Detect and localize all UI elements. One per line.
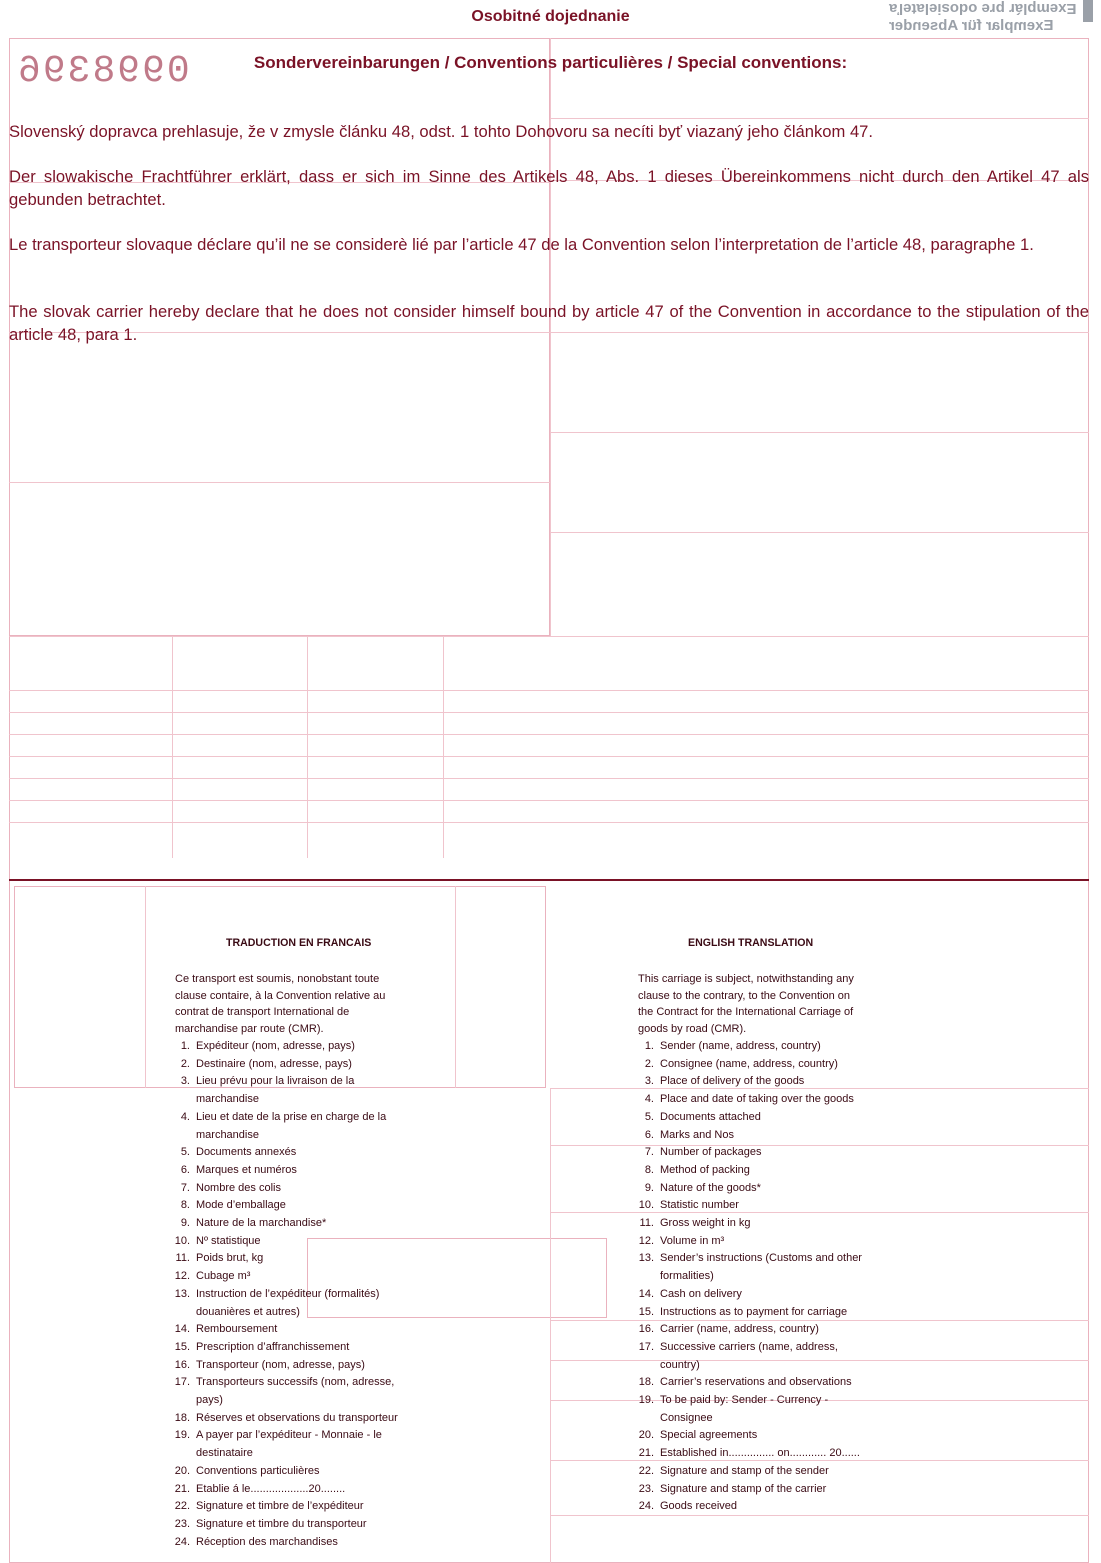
list-item xyxy=(632,1250,877,1285)
list-item-number: 16. xyxy=(638,1323,654,1336)
list-item xyxy=(168,1056,416,1074)
form-col xyxy=(307,636,308,858)
list-item xyxy=(632,1304,877,1322)
list-item-text: Nature de la marchandise* xyxy=(196,1217,327,1230)
list-item-text: Nº statistique xyxy=(196,1234,261,1247)
list-item xyxy=(632,1038,877,1056)
list-item-number: 16. xyxy=(174,1358,190,1371)
form-line xyxy=(550,118,1089,119)
list-item-number: 4. xyxy=(180,1110,190,1123)
list-item-number: 1. xyxy=(180,1040,190,1052)
list-item xyxy=(632,1445,877,1463)
page-title: Osobitné dojednanie xyxy=(471,8,630,25)
list-item-text: Special agreements xyxy=(660,1429,758,1442)
special-conventions-title: Sondervereinbarungen / Conventions particulières / Special conventions: xyxy=(253,53,848,72)
list-item-number: 22. xyxy=(638,1464,654,1477)
list-item xyxy=(168,1162,416,1180)
list-item xyxy=(632,1073,877,1091)
list-item xyxy=(168,1109,416,1144)
list-item-text: Remboursement xyxy=(196,1323,278,1336)
list-item-text: Method of packing xyxy=(660,1163,750,1176)
list-item-number: 14. xyxy=(174,1323,190,1336)
list-item-text: Marks and Nos xyxy=(660,1128,734,1141)
list-item xyxy=(632,1056,877,1074)
declaration-slovak: Slovenský dopravca prehlasuje, že v zmysle článku 48, odst. 1 tohto Dohovoru sa necíti byť viazaný jeho článkom 47. xyxy=(9,122,874,141)
list-item xyxy=(168,1410,416,1428)
list-item-number: 3. xyxy=(644,1075,654,1088)
list-item-text: A payer par l’expéditeur - Monnaie - le destinataire xyxy=(196,1429,382,1460)
list-item xyxy=(632,1321,877,1339)
list-item-number: 18. xyxy=(174,1411,190,1424)
list-item xyxy=(632,1374,877,1392)
list-item-number: 8. xyxy=(644,1163,654,1176)
list-item xyxy=(168,1268,416,1286)
declaration-english: The slovak carrier hereby declare that he does not consider himself bound by article 47 of the Convention in accordance to the stipulation of the article 48, para 1. xyxy=(9,302,1089,344)
list-item-number: 12. xyxy=(638,1234,654,1247)
list-item-number: 7. xyxy=(644,1146,654,1159)
list-item-text: Signature and stamp of the sender xyxy=(660,1464,829,1477)
list-item xyxy=(632,1392,877,1427)
list-item-number: 2. xyxy=(180,1057,190,1070)
list-item-number: 23. xyxy=(638,1482,654,1495)
form-line xyxy=(550,432,1089,433)
list-item-text: Carrier (name, address, country) xyxy=(660,1323,819,1336)
list-item xyxy=(632,1215,877,1233)
list-item-text: Carrier’s reservations and observations xyxy=(660,1376,852,1389)
list-item-text: Mode d’emballage xyxy=(196,1199,286,1212)
list-item xyxy=(632,1162,877,1180)
list-item-text: Réserves et observations du transporteur xyxy=(196,1411,398,1424)
list-item-number: 14. xyxy=(638,1287,654,1300)
list-item-text: Signature et timbre de l’expéditeur xyxy=(196,1500,364,1513)
list-item xyxy=(168,1534,416,1552)
form-col xyxy=(443,636,444,858)
list-item-text: Signature and stamp of the carrier xyxy=(660,1482,827,1495)
list-item xyxy=(632,1339,877,1374)
list-item xyxy=(168,1286,416,1321)
list-item-number: 17. xyxy=(174,1376,190,1389)
list-item-text: Lieu et date de la prise en charge de la marchandise xyxy=(196,1110,387,1141)
list-item-number: 12. xyxy=(174,1270,190,1283)
form-line xyxy=(9,636,1089,637)
list-item xyxy=(632,1180,877,1198)
list-item-number: 13. xyxy=(638,1252,654,1265)
list-item-number: 6. xyxy=(180,1163,190,1176)
list-item-text: Prescription d’affranchissement xyxy=(196,1340,350,1353)
list-item-text: Cubage m³ xyxy=(196,1270,251,1283)
list-item-text: Consignee (name, address, country) xyxy=(660,1057,838,1070)
form-line xyxy=(550,532,1089,533)
list-item xyxy=(632,1109,877,1127)
list-item xyxy=(632,1233,877,1251)
declaration-french: Le transporteur slovaque déclare qu’il ne se considerè lié par l’article 47 de la Convention selon l’interpretation de l’article 48, paragraphe 1. xyxy=(9,235,1034,254)
list-item-number: 9. xyxy=(180,1217,190,1230)
list-item-number: 4. xyxy=(644,1093,654,1106)
list-item-text: Number of packages xyxy=(660,1146,762,1159)
list-item xyxy=(168,1339,416,1357)
copy-label-line2: Exemplar für Absender xyxy=(889,17,1054,34)
form-col xyxy=(455,886,456,1088)
section-divider xyxy=(9,879,1089,881)
list-item xyxy=(632,1091,877,1109)
list-item-number: 7. xyxy=(180,1181,190,1194)
form-row xyxy=(9,822,1089,823)
list-item-text: Documents attached xyxy=(660,1110,761,1123)
list-item xyxy=(168,1038,416,1056)
list-item xyxy=(168,1073,416,1108)
list-item-text: Goods received xyxy=(660,1500,738,1513)
form-row xyxy=(9,756,1089,757)
list-item xyxy=(168,1516,416,1534)
list-item xyxy=(168,1427,416,1462)
list-item xyxy=(168,1250,416,1268)
list-item-number: 23. xyxy=(174,1517,190,1530)
list-item-number: 11. xyxy=(175,1252,190,1265)
list-item-text: Poids brut, kg xyxy=(196,1252,264,1265)
list-item xyxy=(168,1144,416,1162)
list-item-number: 3. xyxy=(180,1075,190,1088)
list-item-number: 20. xyxy=(638,1429,654,1442)
list-item-number: 10. xyxy=(638,1199,654,1212)
list-item-number: 15. xyxy=(638,1305,654,1318)
list-item-text: Signature et timbre du transporteur xyxy=(196,1517,367,1530)
list-item-text: Volume in m³ xyxy=(660,1234,725,1247)
list-item-number: 6. xyxy=(644,1128,654,1141)
list-item-number: 22. xyxy=(174,1500,190,1513)
list-item-text: Lieu prévu pour la livraison de la marchandise xyxy=(196,1075,355,1106)
list-item-number: 5. xyxy=(644,1110,654,1123)
list-item xyxy=(168,1463,416,1481)
list-item xyxy=(632,1481,877,1499)
list-item-number: 24. xyxy=(638,1500,654,1513)
form-line xyxy=(9,482,550,483)
form-divider xyxy=(550,1088,551,1563)
list-item xyxy=(168,1215,416,1233)
list-item-number: 2. xyxy=(644,1057,654,1070)
list-item-text: Instructions as to payment for carriage xyxy=(660,1305,848,1318)
list-item-number: 15. xyxy=(174,1340,190,1353)
list-item xyxy=(632,1498,877,1516)
list-item-text: Sender (name, address, country) xyxy=(660,1040,821,1052)
list-item-text: Statistic number xyxy=(660,1199,739,1212)
list-item-text: Transporteur (nom, adresse, pays) xyxy=(196,1358,365,1371)
list-item-text: Established in............... on............ 20...... xyxy=(660,1447,860,1460)
list-item-number: 18. xyxy=(638,1376,654,1389)
form-row xyxy=(9,800,1089,801)
list-item-number: 10. xyxy=(174,1234,190,1247)
list-item-number: 5. xyxy=(180,1146,190,1159)
english-heading: ENGLISH TRANSLATION xyxy=(688,937,814,949)
list-item xyxy=(168,1374,416,1409)
list-item-text: Conventions particulières xyxy=(196,1464,320,1477)
declaration-german: Der slowakische Frachtführer erklärt, dass er sich im Sinne des Artikels 48, Abs. 1 dieses Übereinkommens nicht durch den Artikel 47 als gebunden betrachtet. xyxy=(9,167,1089,209)
list-item-text: Place and date of taking over the goods xyxy=(660,1093,854,1106)
list-item xyxy=(632,1463,877,1481)
list-item-text: Nombre des colis xyxy=(196,1181,281,1194)
list-item-number: 20. xyxy=(174,1464,190,1477)
list-item-text: Successive carriers (name, address, country) xyxy=(660,1340,838,1371)
list-item-text: Destinaire (nom, adresse, pays) xyxy=(196,1057,352,1070)
list-item-text: To be paid by: Sender - Currency - Consignee xyxy=(660,1394,829,1424)
list-item-number: 1. xyxy=(644,1040,654,1052)
english-intro: This carriage is subject, notwithstanding any clause to the contrary, to the Convention on the Contract for the International Carriage of goods by road (CMR). xyxy=(638,973,854,1036)
list-item-number: 24. xyxy=(174,1535,190,1548)
list-item-number: 11. xyxy=(639,1217,654,1230)
list-item xyxy=(632,1144,877,1162)
list-item-number: 21. xyxy=(638,1447,654,1460)
list-item-number: 8. xyxy=(180,1199,190,1212)
list-item-number: 9. xyxy=(644,1181,654,1194)
english-list xyxy=(632,1038,877,1516)
list-item-text: Réception des marchandises xyxy=(196,1535,338,1548)
list-item-text: Nature of the goods* xyxy=(660,1181,761,1194)
list-item xyxy=(168,1498,416,1516)
list-item-text: Cash on delivery xyxy=(660,1287,742,1300)
list-item xyxy=(168,1197,416,1215)
list-item-text: Gross weight in kg xyxy=(660,1217,751,1230)
form-row xyxy=(9,690,1089,691)
list-item xyxy=(168,1481,416,1499)
list-item-text: Expéditeur (nom, adresse, pays) xyxy=(196,1040,355,1052)
list-item-text: Etablie á le...................20........ xyxy=(196,1482,346,1495)
list-item-number: 19. xyxy=(638,1394,654,1407)
list-item-text: Transporteurs successifs (nom, adresse, pays) xyxy=(196,1376,395,1407)
list-item xyxy=(168,1321,416,1339)
list-item-number: 21. xyxy=(174,1482,190,1495)
french-intro: Ce transport est soumis, nonobstant toute clause contaire, à la Convention relative au contrat de transport International de marchandise par route (CMR). xyxy=(175,973,386,1036)
list-item xyxy=(632,1427,877,1445)
list-item-text: Place of delivery of the goods xyxy=(660,1075,805,1088)
list-item xyxy=(168,1357,416,1375)
list-item-number: 19. xyxy=(174,1429,190,1442)
copy-label-line1: Exemplár pre odosielateľa xyxy=(889,0,1077,17)
list-item xyxy=(632,1127,877,1145)
list-item xyxy=(168,1180,416,1198)
list-item-text: Documents annexés xyxy=(196,1146,297,1159)
form-row xyxy=(9,778,1089,779)
list-item xyxy=(168,1233,416,1251)
form-col xyxy=(172,636,173,858)
serial-number: 0998396 xyxy=(16,50,190,93)
list-item-text: Sender’s instructions (Customs and other formalities) xyxy=(660,1252,862,1283)
form-col xyxy=(145,886,146,1088)
form-row xyxy=(9,712,1089,713)
list-item-number: 13. xyxy=(174,1287,190,1300)
list-item-number: 17. xyxy=(638,1340,654,1353)
french-heading: TRADUCTION EN FRANCAIS xyxy=(226,937,372,949)
list-item xyxy=(632,1197,877,1215)
list-item xyxy=(632,1286,877,1304)
list-item-text: Marques et numéros xyxy=(196,1163,297,1176)
form-row xyxy=(9,734,1089,735)
list-item-text: Instruction de l’expéditeur (formalités) douanières et autres) xyxy=(196,1287,380,1318)
french-list xyxy=(168,1038,416,1551)
